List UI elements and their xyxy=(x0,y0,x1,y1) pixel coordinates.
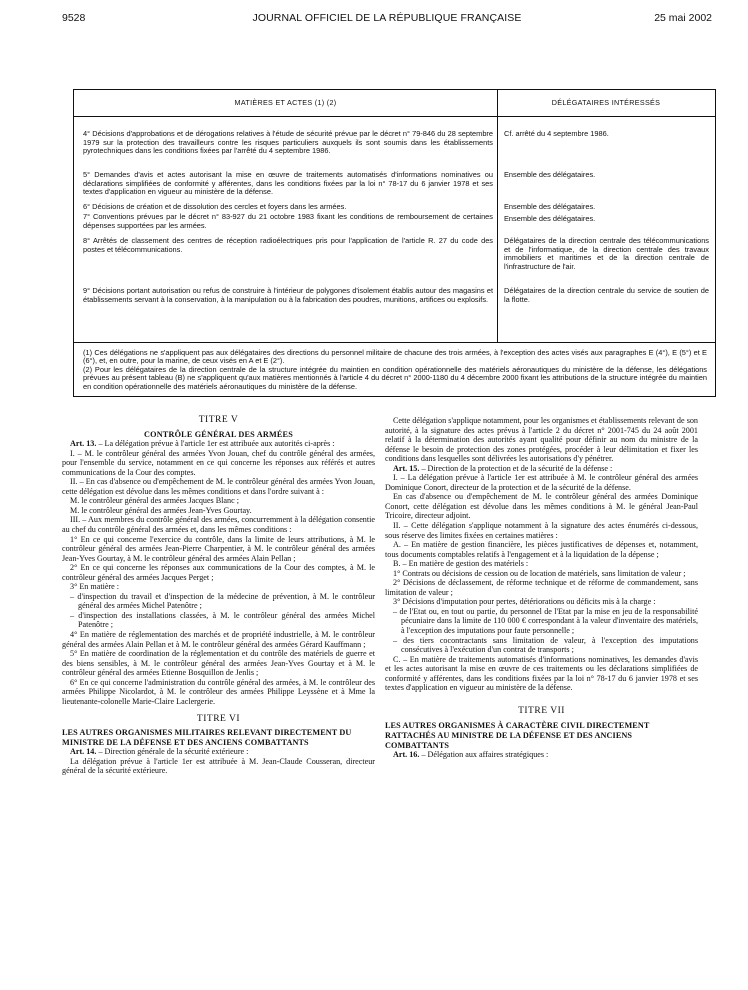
article-14-label: Art. 14. xyxy=(70,747,97,757)
titre-v-subheading: CONTRÔLE GÉNÉRAL DES ARMÉES xyxy=(144,429,293,439)
paragraph: C. – En matière de traitements automatisés d'informations nominatives, les demandes d'avis et les actes autorisant la mise en œuvre de ces traitements ou les déclarations simplifiées de conformité y afférentes, dans les conditions fixées par la loi n° 78-17 du 6 janvier 1978 et ses textes d'application en vigueur au ministère de la défense. xyxy=(385,654,698,693)
list-item: – d'inspection du travail et d'inspection de la médecine de prévention, à M. le contrôleur général des armées Michel Patenôtre ; xyxy=(70,591,375,611)
article-14-intro xyxy=(62,747,375,757)
table-header-delegataires: DÉLÉGATAIRES INTÉRESSÉS xyxy=(497,90,715,117)
table-row xyxy=(504,215,709,224)
row-6-matiere: 6° Décisions de création et de dissolution des cercles et foyers dans les armées. xyxy=(83,202,347,211)
paragraph: III. – Aux membres du contrôle général des armées, concurremment à la délégation consentie au chef du contrôle général des armées et, dans les mêmes conditions : xyxy=(62,515,375,535)
row-6-delegataire: Ensemble des délégataires. xyxy=(504,202,596,211)
list-item: – des tiers cocontractants sans limitation de valeur, à l'exception des imputations consécutives à l'exécution d'un contrat de transports ; xyxy=(393,635,698,655)
page-number: 9528 xyxy=(62,12,86,24)
titre-vii-heading: TITRE VII xyxy=(518,705,565,716)
footnote-2: (2) Pour les délégataires de la direction centrale de la structure intégrée du maintien en condition opérationnelle des matériels aéronautiques du ministère de la défense, les délégations prévues au présent tableau (B) ne s'appliquent qu'aux matières mentionnés à l'article 4 du décret n° 2000-1180 du 4 décembre 2000 fixant les attributions de la structure intégrée du maintien en condition opérationnelle des matériels aéronautiques du ministère de la défense. xyxy=(83,364,707,391)
list-item: – d'inspection des installations classées, à M. le contrôleur général des armées Michel Patenôtre ; xyxy=(70,610,375,630)
paragraph: M. le contrôleur général des armées Jean-Yves Gourtay. xyxy=(70,505,252,515)
paragraph: La délégation prévue à l'article 1er est attribuée à M. Jean-Claude Cousseran, directeur général de la sécurité extérieure. xyxy=(62,756,375,776)
table-row xyxy=(504,130,709,139)
left-column xyxy=(62,416,375,776)
row-5-matiere: 5° Demandes d'avis et actes autorisant la mise en œuvre de traitements automatisés d'informations nominatives ou déclarations simplifiées de conformité y afférentes, dans les conditions fixées par la loi n° 78-17 du 6 janvier 1978 et ses textes d'application en vigueur au ministère de la défense. xyxy=(83,170,493,197)
paragraph: 2° Décisions de déclassement, de réforme technique et de réforme de commandement, sans limitation de valeur ; xyxy=(385,578,698,597)
article-15-intro xyxy=(385,464,698,474)
paragraph: 1° Contrats ou décisions de cession ou de location de matériels, sans limitation de valeur ; xyxy=(393,568,686,578)
paragraph: 3° En matière : xyxy=(70,582,120,592)
page-header xyxy=(62,12,712,28)
article-16-label: Art. 16. xyxy=(393,750,420,760)
titre-vi-subheading: LES AUTRES ORGANISMES MILITAIRES RELEVANT DIRECTEMENT DU MINISTRE DE LA DÉFENSE ET DES ANCIENS COMBATTANTS xyxy=(62,727,352,747)
paragraph: I. – La délégation prévue à l'article 1er est attribuée à M. le contrôleur général des armées Dominique Conort, directeur de la protection et de la sécurité de la défense. xyxy=(385,473,698,492)
article-15-label: Art. 15. xyxy=(393,463,420,473)
row-7-delegataire: Ensemble des délégataires. xyxy=(504,214,596,223)
table-row xyxy=(504,287,709,304)
article-13-text: – La délégation prévue à l'article 1er est attribuée aux autorités ci-après : xyxy=(96,439,335,449)
row-5-delegataire: Ensemble des délégataires. xyxy=(504,170,596,179)
paragraph: I. – M. le contrôleur général des armées Yvon Jouan, chef du contrôle général des armées, pour l'ensemble du service, notamment en ce qui concerne les réponses aux référés et autres communications de la Cour des comptes. xyxy=(62,448,375,477)
issue-date: 25 mai 2002 xyxy=(654,12,712,24)
table-row xyxy=(83,287,493,304)
row-8-matiere: 8° Arrêtés de classement des centres de réception radioélectriques pris pour l'application de l'article R. 27 du code des postes et télécommunications. xyxy=(83,236,493,254)
paragraph: 2° En ce qui concerne les réponses aux communications de la Cour des comptes, à M. le contrôleur général des armées Jacques Perget ; xyxy=(62,563,375,582)
list-item: – de l'Etat ou, en tout ou partie, du personnel de l'Etat par la mise en jeu de la responsabilité pécuniaire dans la limite de 110 000 € correspondant à la valeur d'inventaire des matériels, à l'exception des imputations pour faute personnelle ; xyxy=(393,606,698,636)
table-row xyxy=(504,171,709,180)
paragraph: M. le contrôleur général des armées Jacques Blanc ; xyxy=(70,496,239,506)
paragraph: II. – Cette délégation s'applique notamment à la signature des actes énumérés ci-dessous, sous réserve des limites fixées en certaines matières : xyxy=(385,521,698,540)
article-16-text: – Délégation aux affaires stratégiques : xyxy=(419,750,549,760)
right-column xyxy=(385,416,698,760)
row-9-delegataire: Délégataires de la direction centrale du service de soutien de la flotte. xyxy=(504,286,709,304)
paragraph: 6° En ce qui concerne l'administration du contrôle général des armées, à M. le contrôleur des armées Philippe Nicolardot, à M. le contrôleur des armées Philippe Leyssène et à Mme la lieutenante-colonelle Marie-Claire Laclergerie. xyxy=(62,677,375,706)
row-7-matiere: 7° Conventions prévues par le décret n° 83-927 du 21 octobre 1983 fixant les conditions de remboursement de certaines dépenses supportées par les armées. xyxy=(83,212,493,230)
delegations-table xyxy=(73,89,716,397)
article-13-intro xyxy=(62,439,375,449)
paragraph: 5° En matière de coordination de la réglementation et du contrôle des matériels de guerre et des biens sensibles, à M. le contrôleur général des armées Jean-Yves Gourtay et à M. le contrôleur général des armées Etienne Bosquillon de Jenlis ; xyxy=(62,649,375,678)
paragraph: B. – En matière de gestion des matériels : xyxy=(393,559,529,569)
paragraph: 4° En matière de réglementation des marchés et de propriété industrielle, à M. le contrôleur général des armées Alain Pellan et à M. le contrôleur général des armées Gérard Kauffmann ; xyxy=(62,630,375,649)
paragraph: Cette délégation s'applique notamment, pour les organismes et établissements relevant de son autorité, à la signature des actes prévus à l'article 2 du décret n° 2001-745 du 24 août 2001 relatif à la détermination des autorités ayant qualité pour définir au nom du ministre de la défense le besoin de protection des zones protégées, procéder à leur délimitation et fixer les conditions dans lesquelles sont délivrées les autorisations d'y pénétrer. xyxy=(385,416,698,464)
table-row xyxy=(504,203,709,212)
journal-title: JOURNAL OFFICIEL DE LA RÉPUBLIQUE FRANÇAISE xyxy=(252,12,522,24)
table-row xyxy=(504,237,709,271)
notes-divider xyxy=(74,342,715,343)
paragraph: 3° Décisions d'imputation pour pertes, détériorations ou déficits mis à la charge : xyxy=(393,597,656,607)
paragraph: 1° En ce qui concerne l'exercice du contrôle, dans la limite de leurs attributions, à M. le contrôleur général des armées Jean-Pierre Charpentier, à M. le contrôleur général des armées Jean-Yves Gourtay, à M. le contrôleur général des armées Alain Pellan ; xyxy=(62,534,375,563)
article-15-text: – Direction de la protection et de la sécurité de la défense : xyxy=(419,463,613,473)
table-row xyxy=(83,130,493,156)
article-13-label: Art. 13. xyxy=(70,439,97,449)
titre-v-heading: TITRE V xyxy=(198,415,239,425)
row-8-delegataire: Délégataires de la direction centrale des télécommunications et de l'informatique, de la direction centrale des travaux immobiliers et maritimes et de la direction centrale de l'infrastructure de l'air. xyxy=(504,236,709,271)
paragraph: En cas d'absence ou d'empêchement de M. le contrôleur général des armées Dominique Conort, cette délégation est dévolue dans les mêmes conditions à M. le général Jean-Paul Tricoire, directeur adjoint. xyxy=(385,492,698,521)
row-4-delegataire: Cf. arrêté du 4 septembre 1986. xyxy=(504,129,609,138)
column-divider xyxy=(497,116,498,343)
article-16-intro xyxy=(385,750,698,760)
titre-vi-heading: TITRE VI xyxy=(196,714,241,725)
titre-vii-subheading: LES AUTRES ORGANISMES À CARACTÈRE CIVIL DIRECTEMENT RATTACHÉS AU MINISTRE DE LA DÉFENSE ET DES ANCIENS COMBATTANTS xyxy=(385,721,650,750)
row-9-matiere: 9° Décisions portant autorisation ou refus de construire à l'intérieur de polygones d'isolement établis autour des magasins et établissements servant à la conservation, à la manipulation ou à la fabrication des poudres, munitions, artifices ou explosifs. xyxy=(83,286,493,304)
table-row xyxy=(83,213,493,230)
table-footnotes xyxy=(83,349,707,391)
paragraph: A. – En matière de gestion financière, les pièces justificatives de dépenses et, notamment, tous documents comptables relatifs à l'engagement et à la liquidation de la dépense ; xyxy=(385,540,698,559)
article-14-text: – Direction générale de la sécurité extérieure : xyxy=(96,747,249,757)
row-4-matiere: 4° Décisions d'approbations et de dérogations relatives à l'étude de sécurité prévue par le décret n° 79-846 du 28 septembre 1979 sur la protection des travailleurs contre les risques particuliers auxquels ils sont soumis dans les établissements pyrotechniques dans les conditions fixées par l'arrêté du 4 septembre 1986. xyxy=(83,129,493,156)
table-header-matieres: MATIÈRES ET ACTES (1) (2) xyxy=(74,90,498,117)
paragraph: II. – En cas d'absence ou d'empêchement de M. le contrôleur général des armées Yvon Jouan, cette délégation est dévolue dans les mêmes conditions et dans l'ordre suivant à : xyxy=(62,477,375,496)
footnote-1: (1) Ces délégations ne s'appliquent pas aux délégataires des directions du personnel militaire de chacune des trois armées, à l'exception des actes visés aux paragraphes E (4°), E (5°) et E (6°), et, en outre, pour la marine, de ceux visés en A et E (2°). xyxy=(83,348,707,366)
table-row xyxy=(83,237,493,254)
table-row xyxy=(83,171,493,197)
table-row xyxy=(83,203,493,212)
